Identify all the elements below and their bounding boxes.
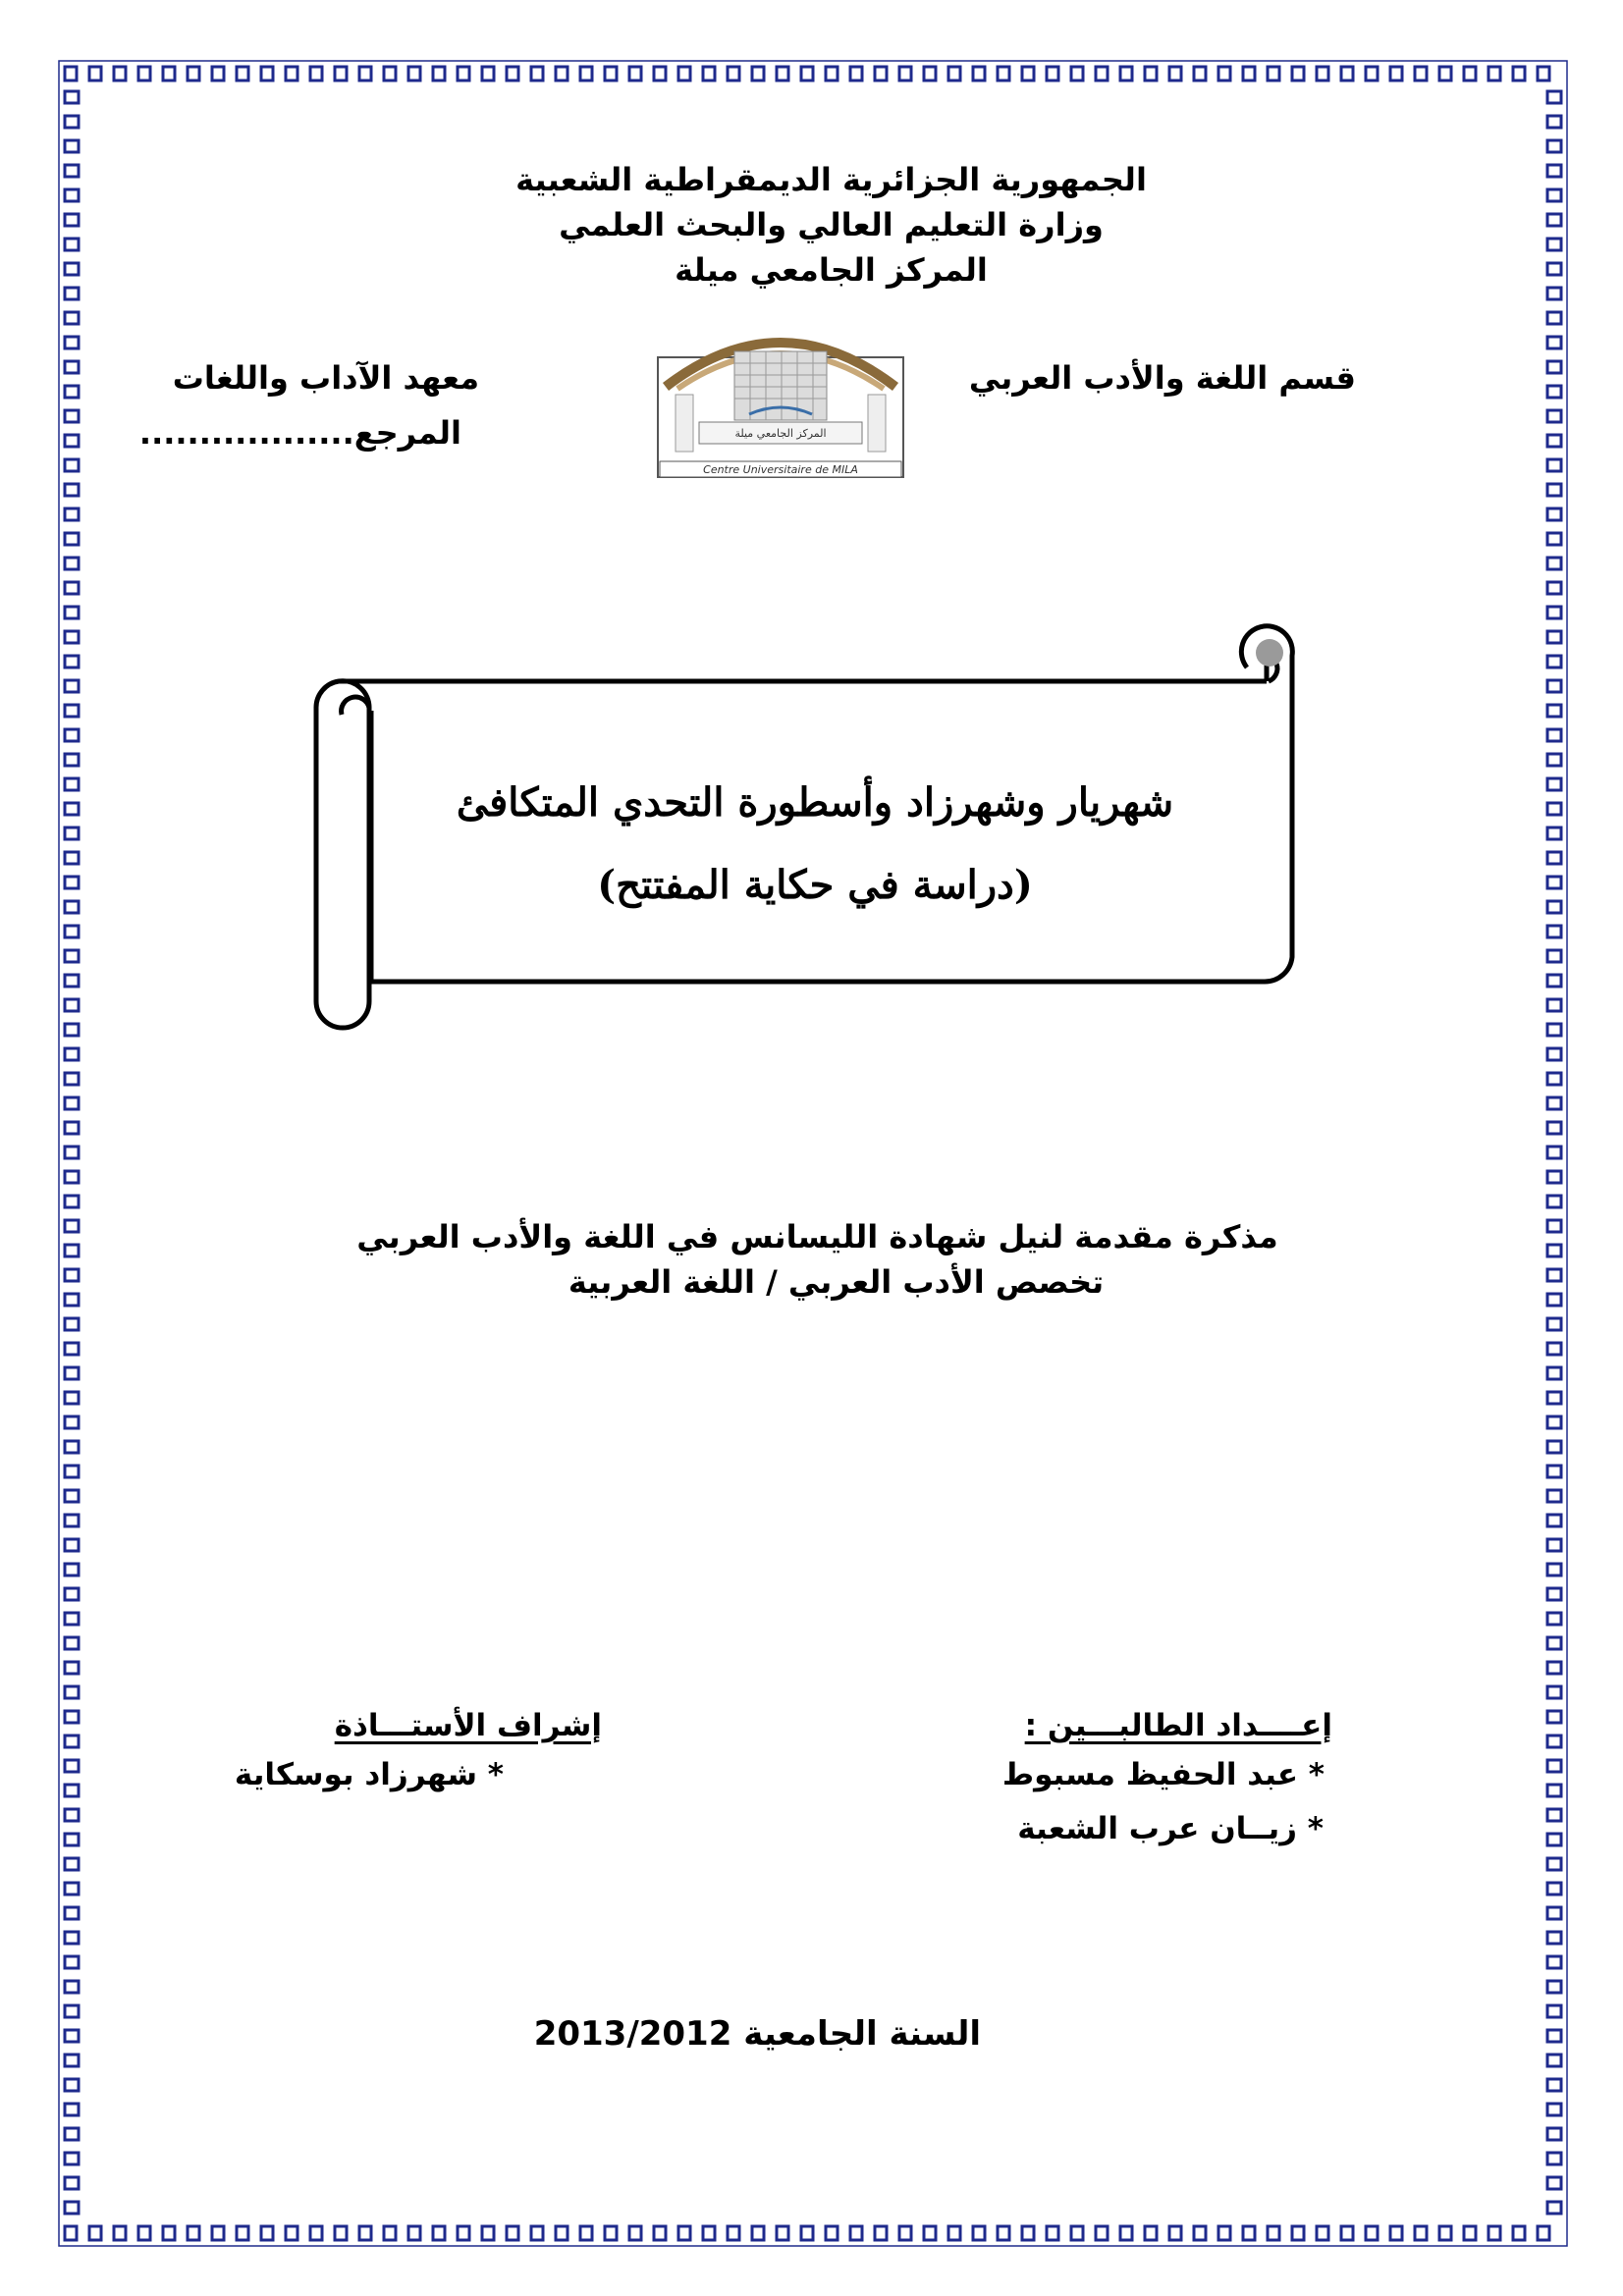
supervisor-name: * شهرزاد بوسكاية [234,1757,504,1792]
university-center-title: المركز الجامعي ميلة [675,251,988,289]
ministry-title: وزارة التعليم العالي والبحث العلمي [559,206,1104,243]
students-heading: إعــــداد الطالبـــين : [1024,1708,1332,1743]
scroll-roll-shading [1256,639,1283,667]
memo-block [0,1214,1623,1305]
logo-caption: Centre Universitaire de MILA [703,463,858,476]
thesis-title: شهريار وشهرزاد وأسطورة التحدي المتكافئ [456,779,1174,826]
supervisor-heading: إشراف الأستـــاذة [334,1708,602,1743]
reference-label: المرجع.................. [138,414,461,452]
republic-title: الجمهورية الجزائرية الديمقراطية الشعبية [515,161,1147,198]
department-label: قسم اللغة والأدب العربي [968,359,1356,397]
logo-arabic-caption: المركز الجامعي ميلة [734,427,827,440]
memo-line-1: مذكرة مقدمة لنيل شهادة الليسانس في اللغة والأدب العربي [356,1218,1278,1255]
thesis-subtitle: (دراسة في حكاية المفتتح) [597,862,1033,908]
student-name-2: * زيــان عرب الشعبة [1017,1811,1324,1846]
academic-year: السنة الجامعية 2013/2012 [533,2014,981,2054]
memo-line-2: تخصص الأدب العربي / اللغة العربية [568,1263,1105,1301]
institute-label: معهد الآداب واللغات [172,359,479,397]
student-name-1: * عبد الحفيظ مسبوط [1001,1757,1325,1792]
